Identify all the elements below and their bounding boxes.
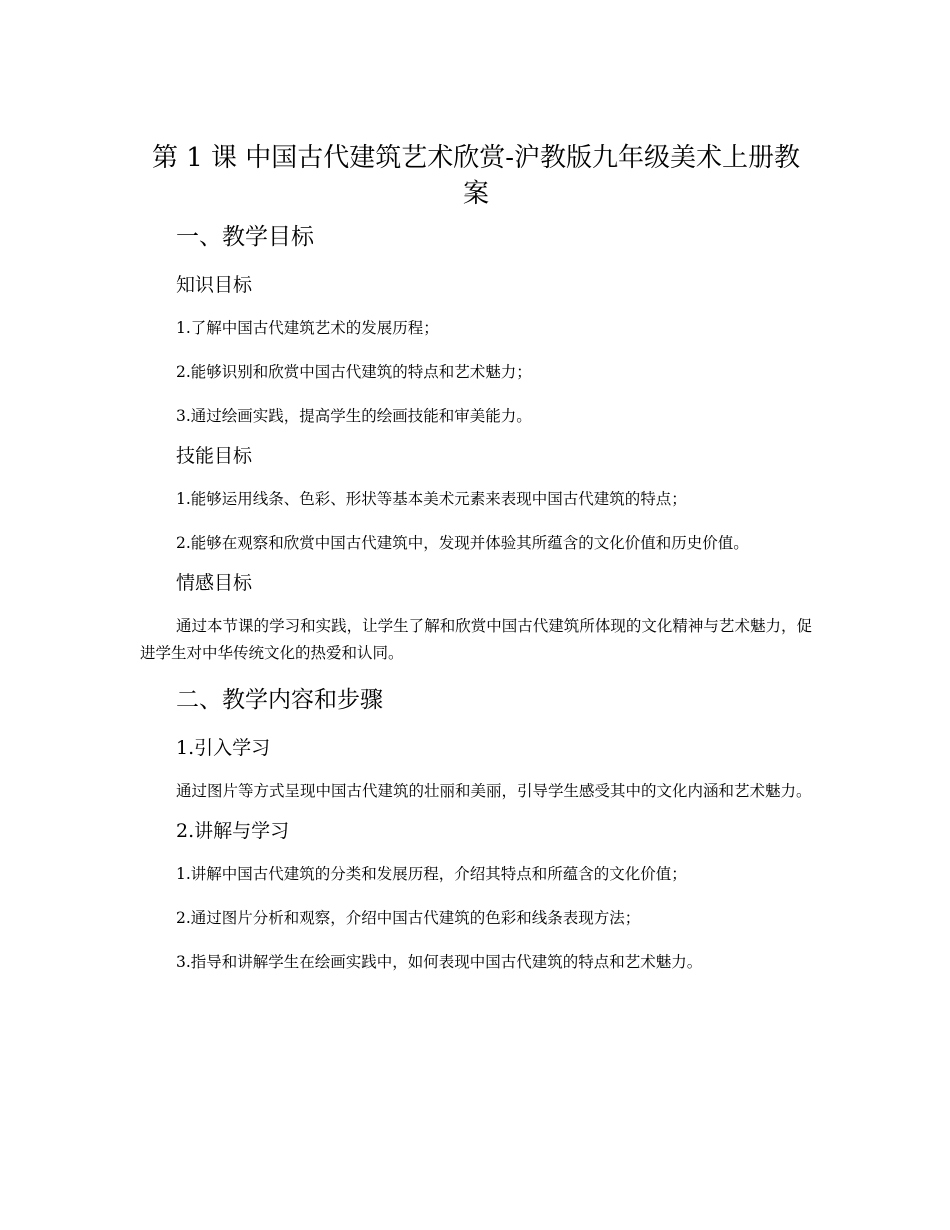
subsection-heading-skills: 技能目标 [176, 445, 253, 467]
list-item: 3.通过绘画实践，提高学生的绘画技能和审美能力。 [176, 407, 532, 425]
list-item: 1.了解中国古代建筑艺术的发展历程； [176, 319, 439, 337]
list-item: 1.能够运用线条、色彩、形状等基本美术元素来表现中国古代建筑的特点； [176, 490, 687, 508]
list-item: 2.能够在观察和欣赏中国古代建筑中，发现并体验其所蕴含的文化价值和历史价值。 [176, 534, 749, 552]
list-item: 1.讲解中国古代建筑的分类和发展历程，介绍其特点和所蕴含的文化价值； [176, 865, 687, 883]
section-heading-objectives: 一、教学目标 [176, 224, 314, 250]
document-page [140, 140, 812, 976]
paragraph: 通过图片等方式呈现中国古代建筑的壮丽和美丽，引导学生感受其中的文化内涵和艺术魅力。 [176, 782, 812, 800]
subsection-heading-intro: 1.引入学习 [176, 737, 271, 759]
list-item: 2.能够识别和欣赏中国古代建筑的特点和艺术魅力； [176, 363, 532, 381]
paragraph: 通过本节课的学习和实践，让学生了解和欣赏中国古代建筑所体现的文化精神与艺术魅力，促进学生对中华传统文化的热爱和认同。 [140, 617, 812, 662]
subsection-heading-emotion: 情感目标 [176, 572, 253, 594]
list-item: 3.指导和讲解学生在绘画实践中，如何表现中国古代建筑的特点和艺术魅力。 [176, 953, 703, 971]
subsection-heading-explain: 2.讲解与学习 [176, 820, 290, 842]
list-item: 2.通过图片分析和观察，介绍中国古代建筑的色彩和线条表现方法； [176, 909, 641, 927]
subsection-heading-knowledge: 知识目标 [176, 274, 253, 296]
section-heading-content-steps: 二、教学内容和步骤 [176, 687, 383, 713]
page-title: 第 1 课 中国古代建筑艺术欣赏-沪教版九年级美术上册教案 [151, 143, 801, 209]
